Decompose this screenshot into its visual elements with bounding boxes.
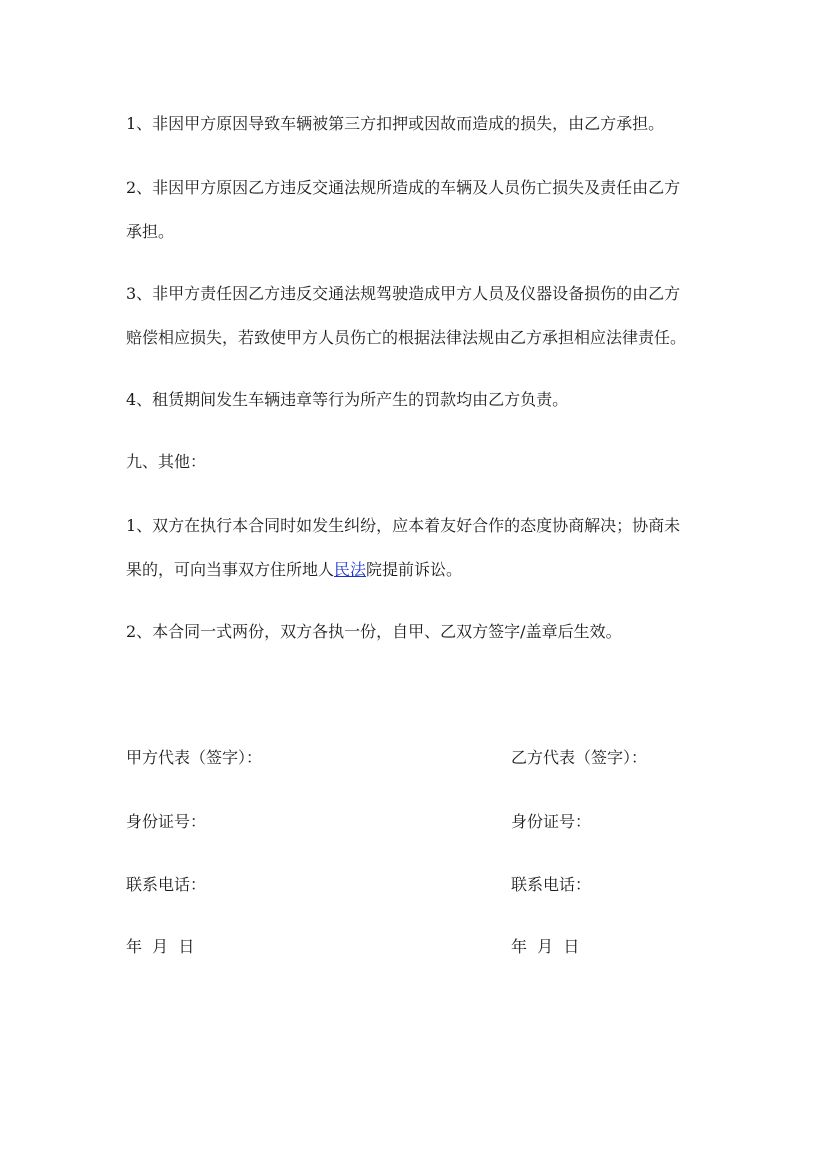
clause-3: [126, 272, 716, 360]
clause-4: [126, 378, 716, 422]
item-1-text-before: 果的，可向当事双方住所地人: [126, 560, 335, 579]
item-2-line-1: 2、本合同一式两份，双方各执一份，自甲、乙双方签字/盖章后生效。: [126, 622, 622, 641]
party-a-date: 年 月 日: [126, 937, 195, 956]
clause-2-line-2: 承担。: [126, 222, 175, 241]
clause-4-line-1: 4、租赁期间发生车辆违章等行为所产生的罚款均由乙方负责。: [126, 390, 569, 409]
section-nine-item-2: [126, 610, 716, 654]
section-nine-heading: [126, 440, 716, 484]
party-b-phone: 联系电话：: [511, 875, 592, 894]
party-a-phone: 联系电话：: [126, 875, 207, 894]
party-b-date: 年 月 日: [511, 937, 580, 956]
section-nine-item-1: [126, 504, 716, 592]
party-b-id-number: 身份证号：: [511, 812, 592, 831]
item-1-text-after: 院提前诉讼。: [366, 560, 463, 579]
party-a-representative: 甲方代表（签字）：: [126, 748, 263, 767]
clause-3-line-2: 赔偿相应损失，若致使甲方人员伤亡的根据法律法规由乙方承担相应法律责任。: [126, 328, 687, 347]
clause-2: [126, 166, 716, 254]
clause-2-line-1: 2、非因甲方原因乙方违反交通法规所造成的车辆及人员伤亡损失及责任由乙方: [126, 178, 681, 197]
clause-1: [126, 102, 716, 146]
party-b-representative: 乙方代表（签字）：: [511, 748, 648, 767]
section-heading: 九、其他：: [126, 452, 207, 471]
clause-3-line-1: 3、非甲方责任因乙方违反交通法规驾驶造成甲方人员及仪器设备损伤的由乙方: [126, 284, 681, 303]
clause-1-line-1: 1、非因甲方原因导致车辆被第三方扣押或因故而造成的损失，由乙方承担。: [126, 114, 665, 133]
civil-law-link[interactable]: 民法: [334, 560, 367, 579]
party-a-id-number: 身份证号：: [126, 812, 207, 831]
item-1-line-2: [126, 548, 716, 592]
item-1-line-1: 1、双方在执行本合同时如发生纠纷，应本着友好合作的态度协商解决；协商未: [126, 516, 681, 535]
